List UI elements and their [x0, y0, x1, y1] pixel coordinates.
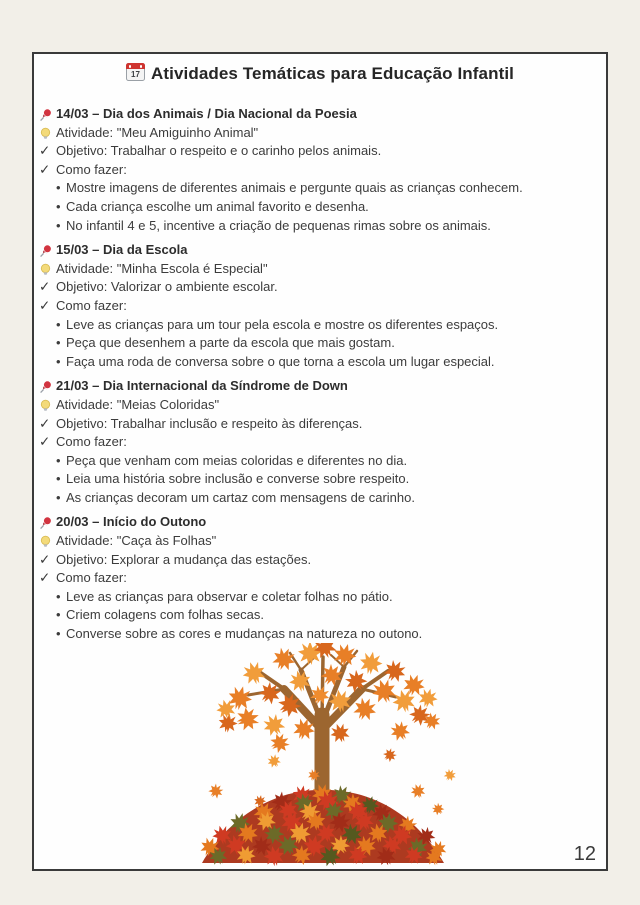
page-title: [34, 63, 606, 84]
document-content: [34, 105, 606, 644]
section-20-03: [39, 513, 598, 643]
bullet-item: • No infantil 4 e 5, incentive a criação de pequenas rimas sobre os animais.: [66, 217, 598, 236]
check-icon: ✓: [39, 570, 51, 586]
activity-line: Atividade: "Minha Escola é Especial": [39, 260, 598, 279]
bullet-list: [39, 316, 598, 372]
page-title-text: Atividades Temáticas para Educação Infantil: [151, 64, 514, 83]
activity-line: Atividade: "Meias Coloridas": [39, 396, 598, 415]
objective-line: ✓ Objetivo: Valorizar o ambiente escolar.: [39, 278, 598, 297]
bullet-list: [39, 588, 598, 644]
bullet-item: • Peça que venham com meias coloridas e diferentes no dia.: [66, 452, 598, 471]
check-icon: ✓: [39, 297, 51, 313]
howto-line: ✓ Como fazer:: [39, 569, 598, 588]
pushpin-icon: [39, 243, 56, 258]
bullet-item: • As crianças decoram um cartaz com mensagens de carinho.: [66, 489, 598, 508]
howto-line: ✓ Como fazer:: [39, 433, 598, 452]
objective-line: ✓ Objetivo: Explorar a mudança das estações.: [39, 551, 598, 570]
section-heading: 20/03 – Início do Outono: [39, 513, 598, 532]
bullet-item: • Criem colagens com folhas secas.: [66, 606, 598, 625]
bullet-list: [39, 452, 598, 508]
howto-line: ✓ Como fazer:: [39, 161, 598, 180]
bullet-item: • Leve as crianças para observar e coletar folhas no pátio.: [66, 588, 598, 607]
bullet-item: • Leve as crianças para um tour pela escola e mostre os diferentes espaços.: [66, 316, 598, 335]
objective-line: ✓ Objetivo: Trabalhar inclusão e respeito às diferenças.: [39, 415, 598, 434]
pushpin-icon: [39, 379, 56, 394]
bullet-item: • Mostre imagens de diferentes animais e pergunte quais as crianças conhecem.: [66, 179, 598, 198]
activity-line: Atividade: "Meu Amiguinho Animal": [39, 124, 598, 143]
autumn-tree-illustration: [182, 643, 462, 871]
section-heading: 15/03 – Dia da Escola: [39, 241, 598, 260]
section-heading: 14/03 – Dia dos Animais / Dia Nacional da Poesia: [39, 105, 598, 124]
section-15-03: [39, 241, 598, 371]
bullet-item: • Converse sobre as cores e mudanças na natureza no outono.: [66, 625, 598, 644]
check-icon: ✓: [39, 161, 51, 177]
bullet-list: [39, 179, 598, 235]
section-heading: 21/03 – Dia Internacional da Síndrome de Down: [39, 377, 598, 396]
calendar-icon: 17: [126, 63, 145, 81]
check-icon: ✓: [39, 551, 51, 567]
lightbulb-icon: [39, 126, 56, 141]
lightbulb-icon: [39, 534, 56, 549]
bullet-item: • Faça uma roda de conversa sobre o que torna a escola um lugar especial.: [66, 353, 598, 372]
pushpin-icon: [39, 107, 56, 122]
check-icon: ✓: [39, 143, 51, 159]
page-number: 12: [573, 843, 596, 865]
lightbulb-icon: [39, 262, 56, 277]
section-14-03: [39, 105, 598, 235]
check-icon: ✓: [39, 415, 51, 431]
check-icon: ✓: [39, 434, 51, 450]
check-icon: ✓: [39, 279, 51, 295]
bullet-item: • Cada criança escolhe um animal favorito e desenha.: [66, 198, 598, 217]
document-page: [32, 52, 608, 871]
activity-line: Atividade: "Caça às Folhas": [39, 532, 598, 551]
objective-line: ✓ Objetivo: Trabalhar o respeito e o carinho pelos animais.: [39, 142, 598, 161]
section-21-03: [39, 377, 598, 507]
lightbulb-icon: [39, 398, 56, 413]
pushpin-icon: [39, 515, 56, 530]
bullet-item: • Leia uma história sobre inclusão e converse sobre respeito.: [66, 470, 598, 489]
bullet-item: • Peça que desenhem a parte da escola que mais gostam.: [66, 334, 598, 353]
howto-line: ✓ Como fazer:: [39, 297, 598, 316]
